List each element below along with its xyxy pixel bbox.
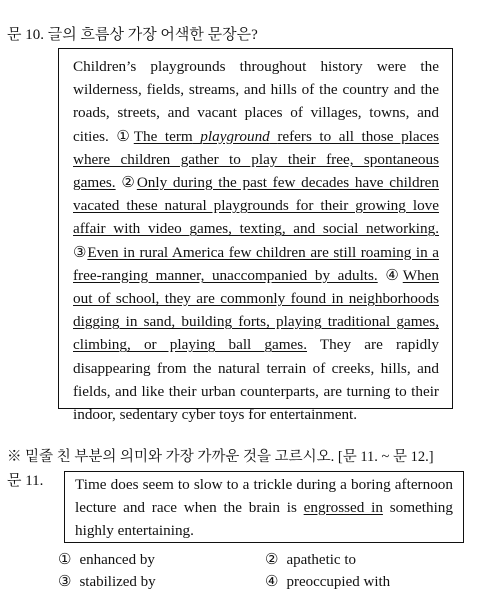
passage-outro: They are rapidly disappearing from the natural terrain of creeks, hills, and fields, and like their urban counterparts, are turning to their indoor, sedentary cyber toys for entertainment.: [73, 336, 439, 424]
question-10-header: [7, 23, 258, 44]
sentence-4: When out of school, they are commonly found in neighborhoods digging in sand, building forts, playing traditional games, climbing, or playing ball games.: [73, 266, 439, 354]
option-3-text: stabilized by: [79, 574, 156, 590]
passage-text: [73, 55, 439, 426]
option-4[interactable]: [265, 572, 390, 591]
option-1-number: ①: [58, 552, 72, 568]
sentence-3: Even in rural America few children are still roaming in a free-ranging manner, unaccompanied by adults.: [73, 243, 439, 284]
sentence-1-italic-term: playground: [200, 127, 270, 145]
option-1[interactable]: [58, 550, 155, 569]
instruction-text: ※ 밑줄 친 부분의 의미와 가장 가까운 것을 고르시오. [문 11. ~ 문 12.]: [7, 449, 434, 465]
option-2-text: apathetic to: [286, 552, 357, 568]
question-11-label: 문 11.: [7, 473, 44, 489]
sentence-1-part-b: refers to all those places where children gather to play their free, spontaneous games.: [73, 127, 440, 192]
question-11-box: [64, 471, 464, 543]
option-4-text: preoccupied with: [286, 574, 391, 590]
option-1-text: enhanced by: [79, 552, 155, 568]
question-11-text-after: something highly entertaining.: [75, 499, 453, 539]
sentence-2-number: ②: [121, 174, 137, 192]
option-4-number: ④: [265, 574, 279, 590]
question-11-text-before: Time does seem to slow to a trickle during a boring afternoon lecture and race when the brain is: [75, 476, 453, 516]
question-10-prompt: 글의 흐름상 가장 어색한 문장은?: [47, 27, 258, 43]
sentence-4-number: ④: [385, 266, 403, 284]
sentence-1-number: ①: [116, 127, 134, 145]
question-11-underlined: engrossed in: [303, 499, 383, 516]
passage-intro: Children’s playgrounds throughout history were the wilderness, fields, streams, and hills of the country and the roads, streets, and vacant places of villages, towns, and cities.: [73, 58, 439, 145]
sentence-2: Only during the past few decades have children vacated these natural playgrounds for their growing love affair with video games, texting, and social networking.: [73, 174, 439, 238]
question-11-text: [75, 473, 453, 542]
passage-box: [58, 48, 453, 424]
option-3-number: ③: [58, 574, 72, 590]
sentence-3-number: ③: [73, 243, 88, 261]
question-10-label: 문 10.: [7, 27, 44, 43]
option-3[interactable]: [58, 572, 156, 591]
option-2[interactable]: [265, 550, 356, 569]
option-2-number: ②: [265, 552, 279, 568]
sentence-1-part-a: The term: [133, 127, 193, 145]
